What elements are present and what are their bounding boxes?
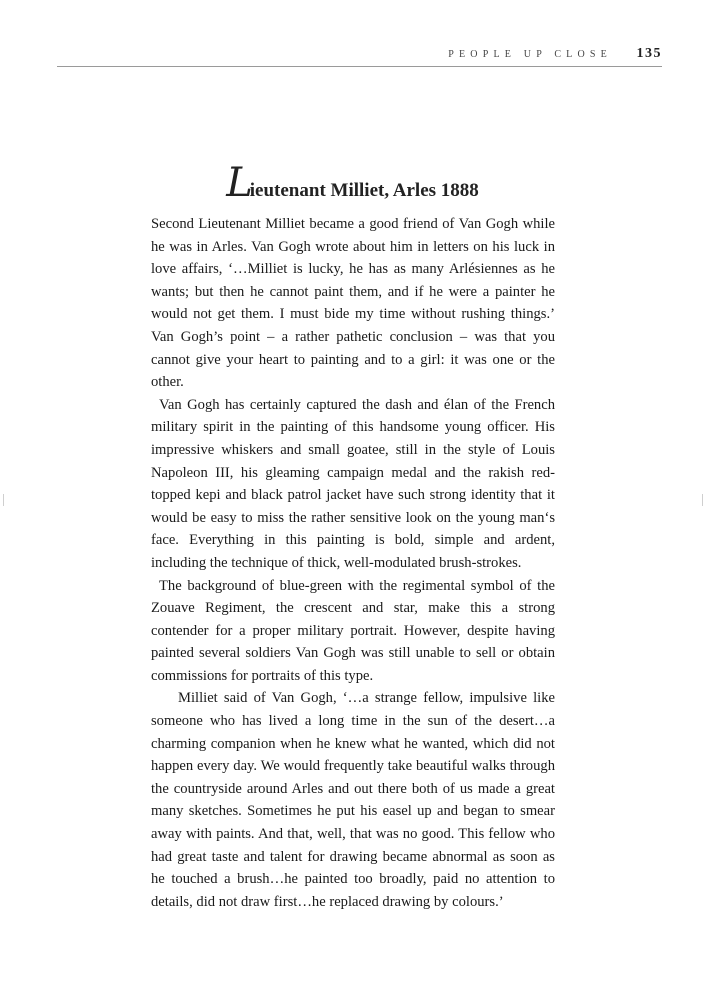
- article-title: [150, 160, 555, 206]
- page-number: 135: [636, 46, 662, 61]
- paragraph-3: The background of blue-green with the regimental symbol of the Zouave Regiment, the crescent and star, make this a strong contender for a proper military portrait. However, despite having painted several soldiers Van Gogh was still unable to sell or obtain commissions for portraits of this type.: [151, 577, 555, 684]
- article-body: [151, 213, 555, 913]
- paragraph-1: Second Lieutenant Milliet became a good friend of Van Gogh while he was in Arles. Van Gogh wrote about him in letters on his luck in love affairs, ‘…Milliet is lucky, he has as many Arlésiennes as he wants; but then he cannot paint them, and if he were a painter he would not get them. I must bide my time without rushing things.’ Van Gogh’s point – a rather pathetic conclusion – was that you cannot give your heart to painting and to a girl: it was one or the other.: [151, 216, 555, 391]
- crop-mark-right: [702, 494, 703, 506]
- header-rule: [57, 66, 662, 67]
- running-head: [0, 46, 662, 66]
- crop-mark-left: [3, 494, 4, 506]
- paragraph-2: Van Gogh has certainly captured the dash and élan of the French military spirit in the painting of this handsome young officer. His impressive whiskers and small goatee, still in the style of Louis Napoleon III, his gleaming campaign medal and the rakish red-topped kepi and black patrol jacket have such strong identity that it would be easy to miss the rather sensitive look on the young man‘s face. Everything in this painting is bold, simple and ardent, including the technique of thick, well-modulated brush-strokes.: [151, 396, 555, 571]
- title-text: ieutenant Milliet, Arles 1888: [249, 180, 479, 201]
- title-initial: L: [226, 160, 253, 206]
- paragraph-4: Milliet said of Van Gogh, ‘…a strange fellow, impulsive like someone who has lived a long time in the sun of the desert…a charming companion when he knew what he wanted, which did not happen every day. We would frequently take beautiful walks through the countryside around Arles and out there both of us made a great many sketches. Sometimes he put his easel up and began to smear away with paints. And that, well, that was no good. This fellow who had great taste and talent for drawing became abnormal as soon as he touched a brush…he painted too broadly, paid no attention to details, did not draw first…he replaced drawing by colours.’: [151, 690, 555, 910]
- running-head-section: PEOPLE UP CLOSE: [448, 49, 612, 60]
